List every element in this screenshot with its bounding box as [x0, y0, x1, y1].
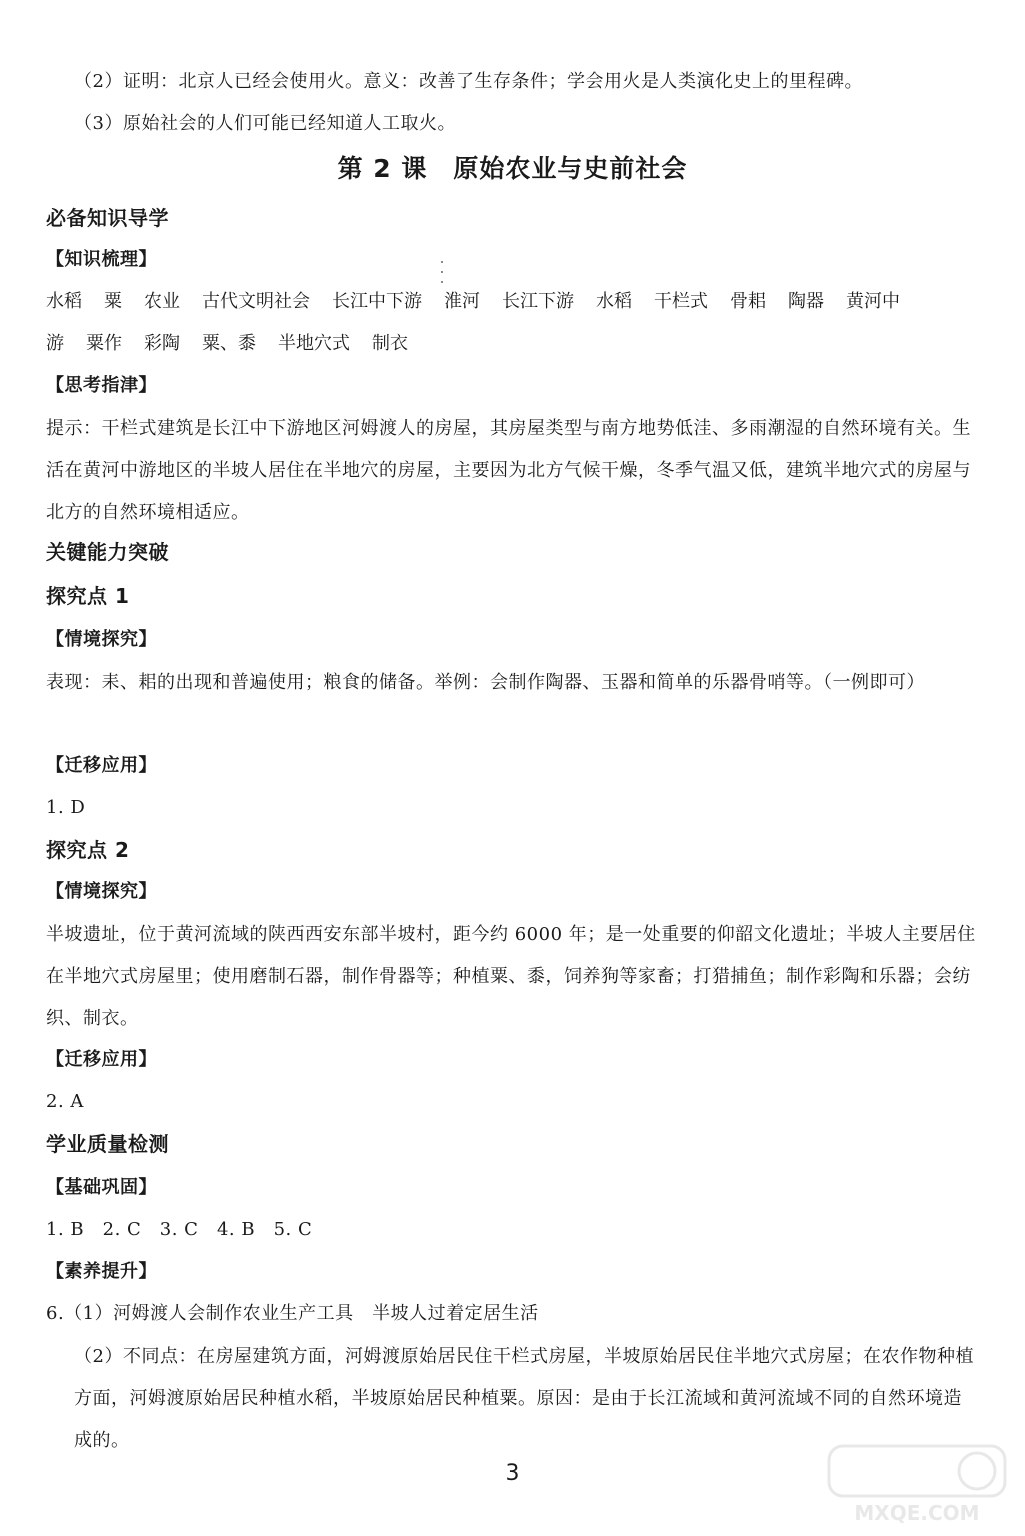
term-item: 长江中下游	[332, 291, 422, 312]
transfer-2-answer: 2. A	[46, 1091, 84, 1112]
term-item: 水稻	[46, 291, 82, 312]
term-item: 长江下游	[502, 291, 574, 312]
label-thinking: 【思考指津】	[46, 375, 157, 396]
lesson-title: 第 2 课 原始农业与史前社会	[337, 154, 688, 183]
label-basic: 【基础巩固】	[46, 1177, 157, 1198]
term-item: 粟作	[86, 333, 122, 354]
term-item: 骨耜	[730, 291, 766, 312]
term-item: 陶器	[788, 291, 824, 312]
q6-part-2: （2）不同点：在房屋建筑方面，河姆渡原始居民住干栏式房屋，半坡原始居民住半地穴式房屋；在农作物种植方面，河姆渡原始居民种植水稻，半坡原始居民种植粟。原因：是由于长江流域和黄河流域不同的自然环境造成的。	[74, 1346, 974, 1451]
label-scenario-1: 【情境探究】	[46, 629, 157, 650]
term-item: 游	[46, 333, 64, 354]
watermark-text: MXQE.COM	[854, 1501, 980, 1525]
term-item: 彩陶	[144, 333, 180, 354]
term-item: 水稻	[596, 291, 632, 312]
terms-row-1	[46, 290, 922, 314]
label-advanced: 【素养提升】	[46, 1261, 157, 1282]
term-item: 淮河	[444, 291, 480, 312]
label-scenario-2: 【情境探究】	[46, 881, 157, 902]
transfer-1-answer: 1. D	[46, 797, 86, 818]
watermark-logo	[827, 1444, 1007, 1526]
label-knowledge: 【知识梳理】	[46, 249, 157, 270]
basic-answers: 1. B 2. C 3. C 4. B 5. C	[46, 1219, 313, 1240]
term-item: 干栏式	[654, 291, 708, 312]
section-heading-quality: 学业质量检测	[46, 1132, 169, 1156]
scenario-2-paragraph: 半坡遗址，位于黄河流域的陕西西安东部半坡村，距今约 6000 年；是一处重要的仰韶文化遗址；半坡人主要居住在半地穴式房屋里；使用磨制石器，制作骨器等；种植粟、黍，饲养狗等家畜；打猎捕鱼；制作彩陶和乐器；会纺织、制衣。	[46, 924, 976, 1029]
term-item: 制衣	[372, 333, 408, 354]
answer-line-2: （2）证明：北京人已经会使用火。意义：改善了生存条件；学会用火是人类演化史上的里程碑。	[74, 71, 863, 92]
scenario-1-paragraph: 表现：耒、耜的出现和普遍使用；粮食的储备。举例：会制作陶器、玉器和简单的乐器骨哨等。（一例即可）	[46, 672, 925, 693]
explore-point-2: 探究点 2	[46, 838, 130, 862]
label-transfer-2: 【迁移应用】	[46, 1049, 157, 1070]
terms-row-2	[46, 332, 430, 356]
thinking-paragraph: 提示：干栏式建筑是长江中下游地区河姆渡人的房屋，其房屋类型与南方地势低洼、多雨潮湿的自然环境有关。生活在黄河中游地区的半坡人居住在半地穴的房屋，主要因为北方气候干燥，冬季气温又低，建筑半地穴式的房屋与北方的自然环境相适应。	[46, 418, 971, 523]
term-item: 粟	[104, 291, 122, 312]
q6-part-1: 6.（1）河姆渡人会制作农业生产工具 半坡人过着定居生活	[46, 1303, 539, 1324]
section-heading-ability: 关键能力突破	[46, 540, 169, 564]
term-item: 农业	[144, 291, 180, 312]
answer-line-3: （3）原始社会的人们可能已经知道人工取火。	[74, 113, 456, 134]
term-item: 古代文明社会	[202, 291, 310, 312]
explore-point-1: 探究点 1	[46, 584, 130, 608]
scan-dots	[440, 258, 444, 288]
term-item: 粟、黍	[202, 333, 256, 354]
section-heading-prep: 必备知识导学	[46, 206, 169, 230]
label-transfer-1: 【迁移应用】	[46, 755, 157, 776]
term-item: 黄河中	[846, 291, 900, 312]
page-number: 3	[505, 1461, 520, 1486]
term-item: 半地穴式	[278, 333, 350, 354]
